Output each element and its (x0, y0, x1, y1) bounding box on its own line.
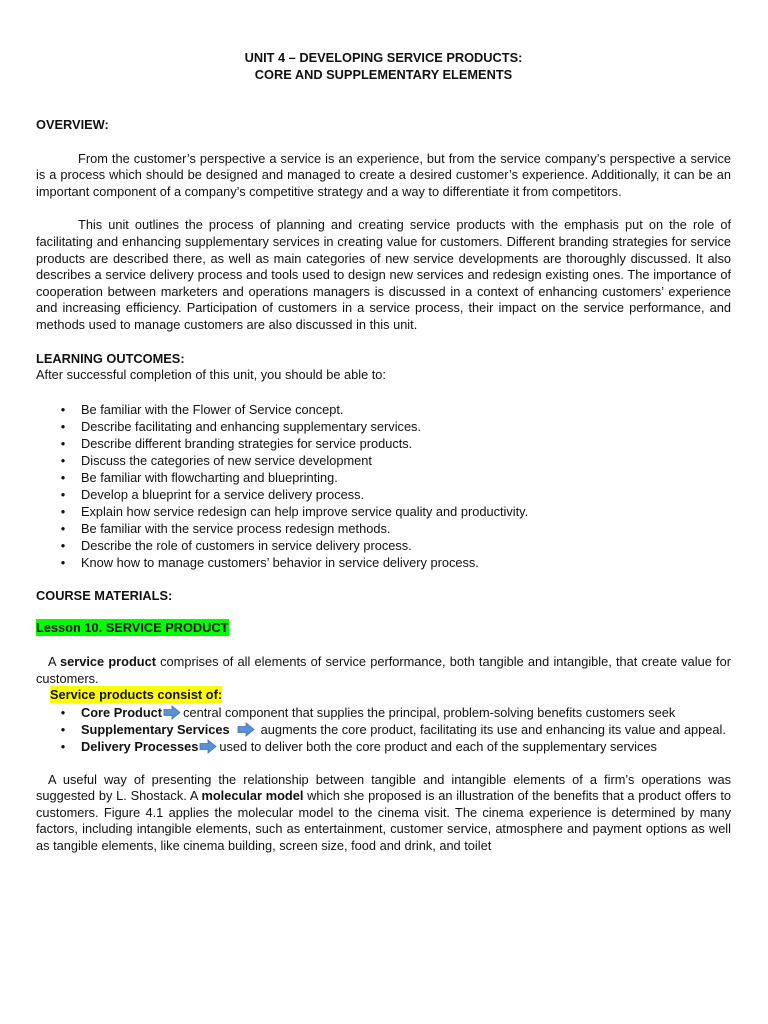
bullet: • (60, 401, 66, 417)
bullet: • (60, 469, 66, 485)
component-description: augments the core product, facilitating its use and enhancing its value and appeal. (260, 721, 726, 737)
overview-heading: OVERVIEW: (36, 117, 109, 132)
bullet: • (60, 418, 66, 434)
learning-outcomes-heading: LEARNING OUTCOMES: (36, 350, 185, 366)
term-service-product: service product (60, 653, 156, 669)
unit-title-line-1: UNIT 4 – DEVELOPING SERVICE PRODUCTS: (244, 50, 523, 65)
bullet: • (60, 520, 66, 536)
list-item: • Explain how service redesign can help improve service quality and productivity. (36, 503, 731, 520)
component-name: Supplementary Services (81, 721, 230, 737)
list-item: • Discuss the categories of new service development (36, 452, 731, 469)
right-arrow-icon (237, 722, 255, 737)
list-item: • Know how to manage customers’ behavior in service delivery process. (36, 554, 731, 571)
overview-paragraph-2: This unit outlines the process of planning and creating service products with the emphasis put on the role of facilitating and enhancing supplementary services in creating value for customers. Different branding strategies for service products are described there, as well as main categories of new service developments are thoroughly discussed. It also describes a service delivery process and tools used to design new services and redesign existing ones. The importance of cooperation between marketers and operations managers is discussed in a context of enhancing customers’ experience and increasing efficiency. Participation of customers in a service process, their impact on the service performance, and methods used to manage customers are also discussed in this unit. (36, 217, 731, 332)
component-name: Core Product (81, 704, 163, 720)
right-arrow-icon (163, 705, 181, 720)
service-components-list (36, 704, 731, 755)
term-molecular-model: molecular model (201, 788, 304, 804)
bullet: • (60, 704, 66, 720)
lesson-title: Lesson 10. SERVICE PRODUCT (36, 620, 229, 636)
component-description: central component that supplies the principal, problem-solving benefits customers seek (183, 704, 676, 720)
service-product-definition: A service product comprises of all elements of service performance, both tangible and intangible, that create value for customers. (36, 653, 731, 686)
learning-outcomes-list (36, 401, 731, 571)
bullet: • (60, 537, 66, 553)
molecular-model-paragraph: A useful way of presenting the relationship between tangible and intangible elements of a firm’s operations was suggested by L. Shostack. A molecular model which she proposed is an illustration of the benefits that a product offers to customers. Figure 4.1 applies the molecular model to the cinema visit. The cinema experience is determined by many factors, including intangible elements, such as entertainment, customer service, atmosphere and payment options as well as tangible elements, like cinema building, screen size, food and drink, and toilet (36, 771, 731, 854)
bullet: • (60, 452, 66, 468)
unit-title (36, 49, 731, 83)
list-item: • Be familiar with the service process redesign methods. (36, 520, 731, 537)
bullet: • (60, 721, 66, 737)
component-description: used to deliver both the core product and each of the supplementary services (219, 738, 657, 754)
consist-line (36, 687, 731, 704)
list-item: • Describe the role of customers in service delivery process. (36, 537, 731, 554)
overview-paragraph-1: From the customer’s perspective a service is an experience, but from the service company’s perspective a service is a process which should be designed and managed to create a desired customer’s experience. Additionally, it can be an important component of a company’s competitive strategy and a way to differentiate it from competitors. (36, 150, 731, 199)
bullet: • (60, 503, 66, 519)
bullet: • (60, 486, 66, 502)
unit-title-line-2: CORE AND SUPPLEMENTARY ELEMENTS (254, 67, 513, 82)
list-item: • Be familiar with flowcharting and blueprinting. (36, 469, 731, 486)
list-item: • Develop a blueprint for a service delivery process. (36, 486, 731, 503)
bullet: • (60, 554, 66, 570)
list-item: • Describe different branding strategies for service products. (36, 435, 731, 452)
list-item: • Be familiar with the Flower of Service concept. (36, 401, 731, 418)
component-name: Delivery Processes (81, 738, 199, 754)
list-item (36, 721, 731, 738)
learning-outcomes-intro: After successful completion of this unit, you should be able to: (36, 367, 386, 383)
bullet: • (60, 435, 66, 451)
bullet: • (60, 738, 66, 754)
list-item (36, 704, 731, 721)
list-item: • Describe facilitating and enhancing supplementary services. (36, 418, 731, 435)
list-item (36, 738, 731, 755)
consist-label: Service products consist of: (50, 687, 223, 703)
right-arrow-icon (199, 739, 217, 754)
lesson-heading (36, 620, 731, 637)
course-materials-heading: COURSE MATERIALS: (36, 587, 173, 603)
